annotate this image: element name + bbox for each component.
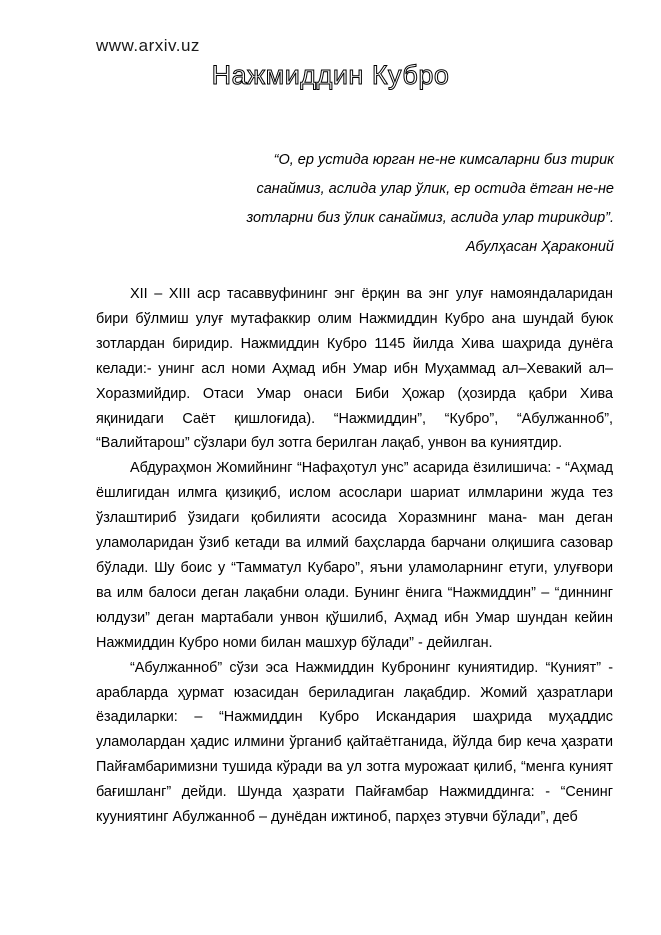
epigraph-line: санаймиз, аслида улар ўлик, ер остида ётган не-не xyxy=(256,181,614,197)
epigraph-attribution: Абулҳасан Ҳараконий xyxy=(465,239,614,255)
epigraph-line: “О, ер устида юрган не-не кимсаларни биз тирик xyxy=(273,152,614,168)
paragraph: Абдураҳмон Жомийнинг “Нафаҳотул унс” асарида ёзилишича: - “Аҳмад ёшлигидан илмга қизиқиб, ислом асослари шариат илмларини жуда тез ўзлаштириб ўзидаги қобилияти асосида Хоразмнинг мана- ман деган уламоларидан ўзиб кетади ва илмий баҳсларда барчани олқишига сазовар бўлади. Шу боис у “Тамматул Кубаро”, яъни уламоларнинг етуги, улуғвори ва илм балоси деган лақабни олади. Бунинг ёнига “Нажмиддин” – “диннинг юлдузи” деган мартабали унвон қўшилиб, Аҳмад ибн Умар шундан кейин Нажмиддин Кубро номи билан машхур бўлади” - дейилган. xyxy=(96,460,613,651)
body-text xyxy=(96,282,613,830)
watermark: www.arxiv.uz xyxy=(96,36,200,55)
epigraph-line: зотларни биз ўлик санаймиз, аслида улар тирикдир”. xyxy=(246,210,614,226)
paragraph: XII – XIII аср тасаввуфининг энг ёрқин ва энг улуғ намояндаларидан бири бўлмиш улуғ мутафаккир олим Нажмиддин Кубро ана шундай буюк зотлардан биридир. Нажмиддин Кубро 1145 йилда Хива шаҳрида дунёга келади:- унинг асл номи Аҳмад ибн Умар ибн Муҳаммад ал–Хевакий ал–Хоразмийдир. Отаси Умар онаси Биби Ҳожар (ҳозирда қабри Хива яқинидаги Саёт қишлоғида). “Нажмиддин”, “Кубро”, “Абулжанноб”, “Валийтарош” сўзлари бул зотга берилган лақаб, унвон ва куниятдир. xyxy=(96,286,613,452)
paragraph: “Абулжанноб” сўзи эса Нажмиддин Кубронинг куниятидир. “Куният” - арабларда ҳурмат юзасидан бериладиган лақабдир. Жомий ҳазратлари ёзадиларки: – “Нажмиддин Кубро Искандария шаҳрида муҳаддис уламолардан ҳадис илмини ўрганиб қайтаётганида, йўлда бир кеча ҳазрати Пайғамбаримизни тушида кўради ва ул зотга мурожаат қилиб, “менга куният бағишланг” дейди. Шунда ҳазрати Пайғамбар Нажмиддинга: - “Сенинг кууниятинг Абулжанноб – дунёдан ижтиноб, парҳез этувчи бўлади”, деб xyxy=(96,659,613,826)
epigraph xyxy=(160,146,614,262)
page-title: Нажмиддин Кубро xyxy=(211,60,450,90)
